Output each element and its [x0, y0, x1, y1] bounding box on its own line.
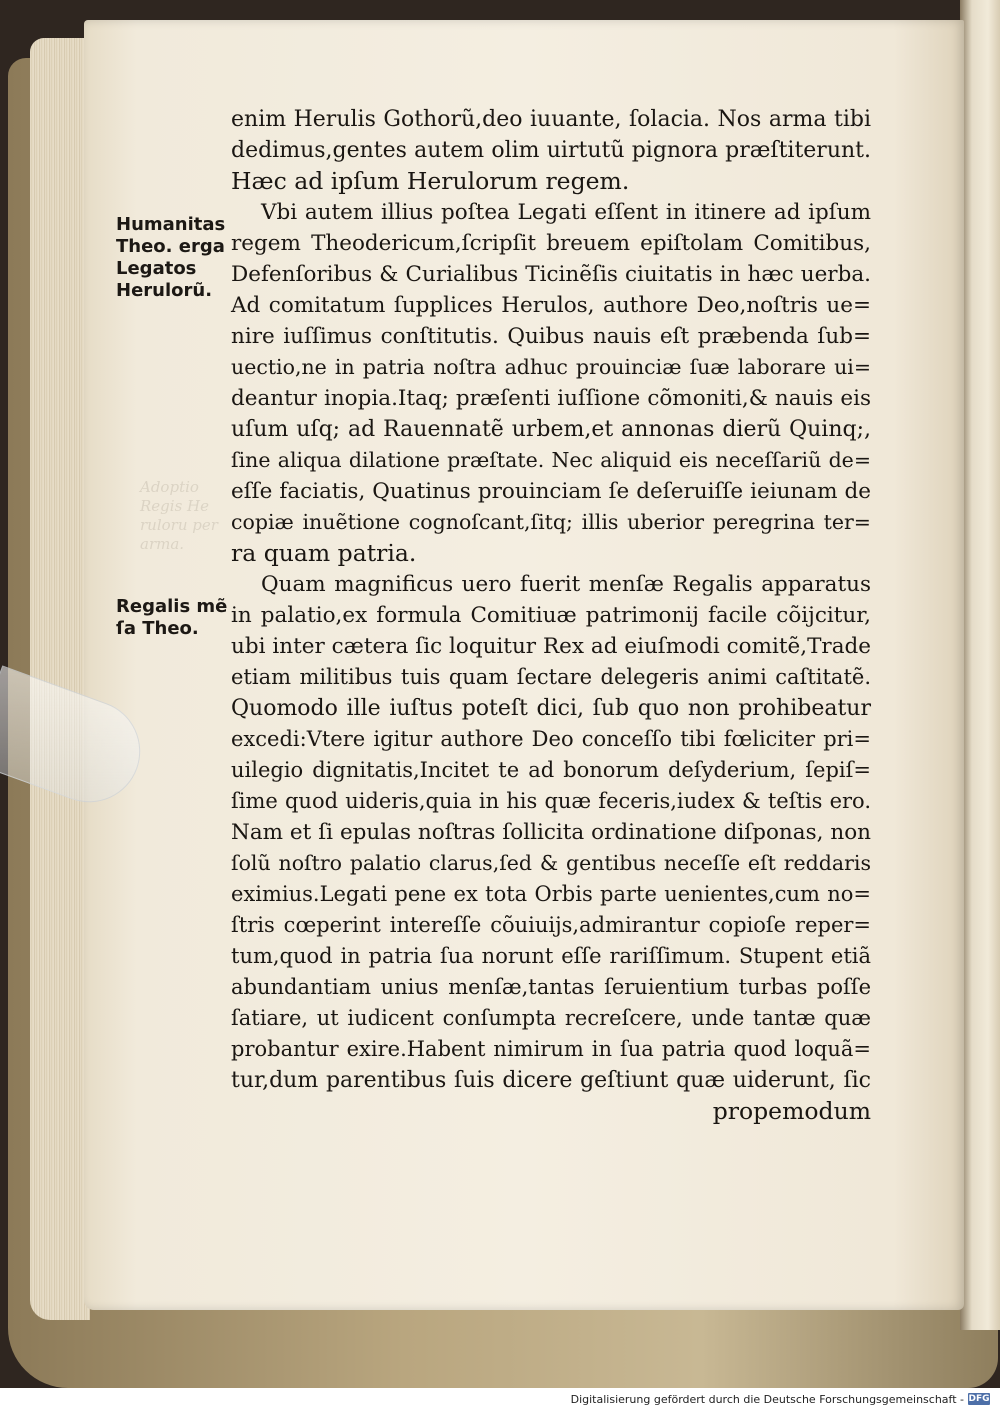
- text-line: excedi:Vtere igitur authore Deo conceſſo tibi fœliciter pri=: [231, 727, 871, 751]
- bleed-through-1: Adoptio: [140, 478, 199, 496]
- text-line: ra quam patria.: [231, 539, 417, 567]
- text-line: ſatiare, ut iudicent conſumpta recreſcere, unde tantæ quæ: [231, 1006, 871, 1030]
- text-line: copiæ inuẽtione cognoſcant,ſitq; illis uberior peregrina ter=: [231, 510, 871, 534]
- text-line: regem Theodericum,ſcripſit breuem epiſtolam Comitibus,: [231, 231, 871, 256]
- text-line: ſtris cœperint intereſſe cõuiuijs,admirantur copioſe reper=: [231, 913, 871, 937]
- text-line: in palatio,ex formula Comitiuæ patrimonij facile cõijcitur,: [231, 603, 871, 628]
- text-line: tum,quod in patria ſua norunt eſſe rariſſimum. Stupent etiã: [231, 944, 871, 968]
- text-line: enim Herulis Gothorũ,deo iuuante, ſolacia. Nos arma tibi: [231, 107, 871, 132]
- text-line: ubi inter cætera ſic loquitur Rex ad eiuſmodi comitẽ,Trade: [231, 634, 871, 659]
- text-line: uectio,ne in patria noſtra adhuc prouinciæ ſuæ laborare ui=: [231, 355, 871, 379]
- text-line: etiam militibus tuis quam ſectare delegeris animi caſtitatẽ.: [231, 665, 871, 689]
- text-line: ſime quod uideris,quia in his quæ feceris,iudex & teſtis ero.: [231, 789, 871, 813]
- text-line: Ad comitatum ſupplices Herulos, authore Deo,noſtris ue=: [231, 293, 871, 318]
- marginal-line: Regalis mẽ: [116, 596, 228, 617]
- marginal-line: Humanitas: [116, 214, 226, 235]
- text-line: ſine aliqua dilatione præſtate. Nec aliquid eis neceſſariũ de=: [231, 448, 871, 472]
- text-line: uilegio dignitatis,Incitet te ad bonorum deſyderium, ſepiſ=: [231, 758, 871, 782]
- text-line: probantur exire.Habent nimirum in ſua patria quod loquã=: [231, 1037, 871, 1061]
- marginal-line: Legatos: [116, 258, 197, 279]
- bleed-through-3: ruloru per: [140, 516, 218, 534]
- text-line: Vbi autem illius poſtea Legati eſſent in itinere ad ipſum: [261, 200, 871, 225]
- text-line: eſſe faciatis, Quatinus prouinciam ſe deſeruiſſe ieiunam de: [231, 479, 871, 504]
- text-line: Defenſoribus & Curialibus Ticinẽſis ciuitatis in hæc uerba.: [231, 262, 871, 287]
- marginal-note-regalis: [116, 596, 234, 640]
- marginal-line: ſa Theo.: [116, 618, 199, 639]
- text-line: ſolũ noſtro palatio clarus,ſed & gentibus neceſſe eſt reddaris: [231, 851, 871, 875]
- main-text-block: [231, 104, 871, 1127]
- catchword: propemodum: [712, 1097, 871, 1125]
- dfg-logo-icon: DFG: [968, 1394, 990, 1404]
- text-line: abundantiam unius menſæ,tantas ſeruientium turbas poſſe: [231, 975, 871, 999]
- text-line: tur,dum parentibus ſuis dicere geſtiunt quæ uiderunt, ſic: [231, 1068, 871, 1093]
- footer-text: Digitalisierung gefördert durch die Deutsche Forschungsgemeinschaft -: [570, 1392, 964, 1406]
- text-line: eximius.Legati pene ex tota Orbis parte uenientes,cum no=: [231, 882, 871, 906]
- facing-page-edge: [960, 0, 1000, 1330]
- bleed-through-2: Regis He: [140, 497, 209, 515]
- marginal-line: Theo. erga: [116, 236, 225, 257]
- text-line: uſum uſq; ad Rauennatẽ urbem,et annonas dierũ Quinq;,: [231, 417, 871, 442]
- text-line: dedimus,gentes autem olim uirtutũ pignora præſtiterunt.: [231, 138, 871, 163]
- marginal-line: Herulorũ.: [116, 280, 213, 301]
- text-line: Quomodo ille iuſtus poteſt dici, ſub quo non prohibeatur: [231, 696, 871, 721]
- bleed-through-4: arma.: [140, 535, 185, 553]
- footer-credit: [571, 1390, 990, 1408]
- text-line: Quam magnificus uero fuerit menſæ Regalis apparatus: [261, 572, 871, 597]
- text-line: nire iuſſimus conſtitutis. Quibus nauis eſt præbenda ſub=: [231, 324, 871, 349]
- text-line: deantur inopia.Itaq; præſenti iuſſione cõmoniti,& nauis eis: [231, 386, 871, 411]
- text-line: Nam et ſi epulas noſtras ſollicita ordinatione diſponas, non: [231, 820, 871, 845]
- marginal-note-humanitas: [116, 214, 234, 302]
- text-line: Hæc ad ipſum Herulorum regem.: [231, 167, 630, 195]
